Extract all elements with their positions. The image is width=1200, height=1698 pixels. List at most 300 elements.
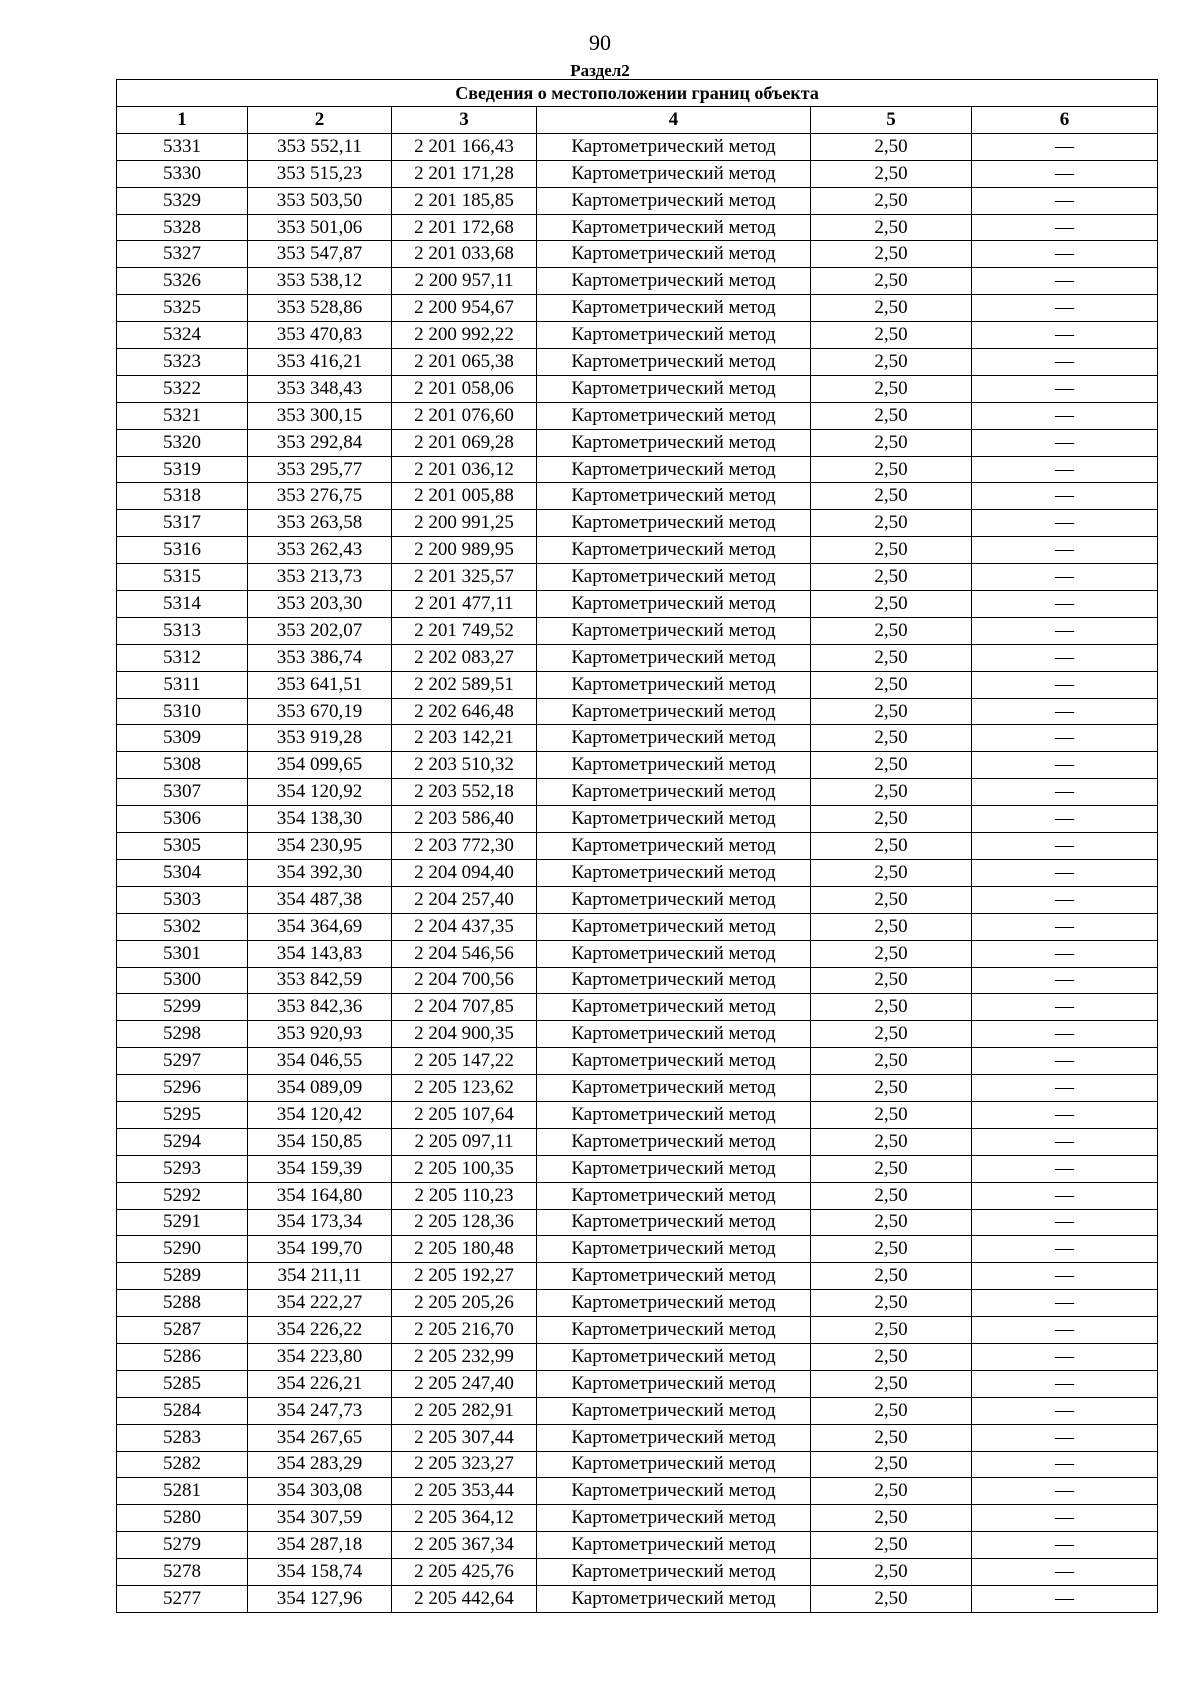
point-number-cell: 5293 <box>117 1155 248 1182</box>
note-cell: — <box>972 510 1158 537</box>
x-coordinate-cell: 354 120,42 <box>248 1101 392 1128</box>
table-row <box>117 1317 1158 1344</box>
table-row <box>117 1101 1158 1128</box>
table-row <box>117 349 1158 376</box>
note-cell: — <box>972 806 1158 833</box>
y-coordinate-cell: 2 200 989,95 <box>392 537 537 564</box>
note-cell: — <box>972 160 1158 187</box>
note-cell: — <box>972 1585 1158 1612</box>
method-cell: Картометрический метод <box>537 1155 811 1182</box>
column-header: 3 <box>392 107 537 134</box>
method-cell: Картометрический метод <box>537 1048 811 1075</box>
y-coordinate-cell: 2 203 510,32 <box>392 752 537 779</box>
accuracy-cell: 2,50 <box>811 187 972 214</box>
point-number-cell: 5322 <box>117 375 248 402</box>
x-coordinate-cell: 354 089,09 <box>248 1075 392 1102</box>
table-row <box>117 510 1158 537</box>
accuracy-cell: 2,50 <box>811 1532 972 1559</box>
note-cell: — <box>972 187 1158 214</box>
x-coordinate-cell: 354 138,30 <box>248 806 392 833</box>
x-coordinate-cell: 354 158,74 <box>248 1559 392 1586</box>
method-cell: Картометрический метод <box>537 1505 811 1532</box>
note-cell: — <box>972 456 1158 483</box>
x-coordinate-cell: 353 670,19 <box>248 698 392 725</box>
accuracy-cell: 2,50 <box>811 1559 972 1586</box>
point-number-cell: 5331 <box>117 133 248 160</box>
point-number-cell: 5313 <box>117 617 248 644</box>
table-row <box>117 268 1158 295</box>
y-coordinate-cell: 2 204 437,35 <box>392 913 537 940</box>
table-row <box>117 1559 1158 1586</box>
table-row <box>117 402 1158 429</box>
table-row <box>117 483 1158 510</box>
x-coordinate-cell: 353 919,28 <box>248 725 392 752</box>
x-coordinate-cell: 353 515,23 <box>248 160 392 187</box>
method-cell: Картометрический метод <box>537 1182 811 1209</box>
x-coordinate-cell: 353 842,36 <box>248 994 392 1021</box>
y-coordinate-cell: 2 202 646,48 <box>392 698 537 725</box>
y-coordinate-cell: 2 201 076,60 <box>392 402 537 429</box>
y-coordinate-cell: 2 203 772,30 <box>392 833 537 860</box>
method-cell: Картометрический метод <box>537 1532 811 1559</box>
x-coordinate-cell: 354 046,55 <box>248 1048 392 1075</box>
y-coordinate-cell: 2 201 069,28 <box>392 429 537 456</box>
x-coordinate-cell: 353 295,77 <box>248 456 392 483</box>
point-number-cell: 5309 <box>117 725 248 752</box>
method-cell: Картометрический метод <box>537 886 811 913</box>
x-coordinate-cell: 354 392,30 <box>248 859 392 886</box>
x-coordinate-cell: 354 287,18 <box>248 1532 392 1559</box>
point-number-cell: 5312 <box>117 644 248 671</box>
column-header: 1 <box>117 107 248 134</box>
x-coordinate-cell: 354 267,65 <box>248 1424 392 1451</box>
method-cell: Картометрический метод <box>537 752 811 779</box>
table-row <box>117 671 1158 698</box>
accuracy-cell: 2,50 <box>811 1505 972 1532</box>
column-header-row <box>117 107 1158 134</box>
note-cell: — <box>972 1101 1158 1128</box>
x-coordinate-cell: 354 247,73 <box>248 1397 392 1424</box>
point-number-cell: 5286 <box>117 1343 248 1370</box>
point-number-cell: 5294 <box>117 1128 248 1155</box>
note-cell: — <box>972 725 1158 752</box>
method-cell: Картометрический метод <box>537 1559 811 1586</box>
method-cell: Картометрический метод <box>537 1478 811 1505</box>
method-cell: Картометрический метод <box>537 295 811 322</box>
note-cell: — <box>972 1075 1158 1102</box>
x-coordinate-cell: 353 203,30 <box>248 591 392 618</box>
method-cell: Картометрический метод <box>537 806 811 833</box>
y-coordinate-cell: 2 205 307,44 <box>392 1424 537 1451</box>
accuracy-cell: 2,50 <box>811 752 972 779</box>
point-number-cell: 5315 <box>117 564 248 591</box>
y-coordinate-cell: 2 204 900,35 <box>392 1021 537 1048</box>
table-row <box>117 1290 1158 1317</box>
note-cell: — <box>972 1128 1158 1155</box>
table-row <box>117 295 1158 322</box>
table-row <box>117 940 1158 967</box>
note-cell: — <box>972 133 1158 160</box>
table-row <box>117 537 1158 564</box>
table-row <box>117 994 1158 1021</box>
note-cell: — <box>972 564 1158 591</box>
y-coordinate-cell: 2 201 185,85 <box>392 187 537 214</box>
y-coordinate-cell: 2 205 147,22 <box>392 1048 537 1075</box>
method-cell: Картометрический метод <box>537 967 811 994</box>
method-cell: Картометрический метод <box>537 940 811 967</box>
method-cell: Картометрический метод <box>537 375 811 402</box>
method-cell: Картометрический метод <box>537 1209 811 1236</box>
accuracy-cell: 2,50 <box>811 1317 972 1344</box>
x-coordinate-cell: 354 164,80 <box>248 1182 392 1209</box>
x-coordinate-cell: 353 547,87 <box>248 241 392 268</box>
accuracy-cell: 2,50 <box>811 402 972 429</box>
x-coordinate-cell: 354 222,27 <box>248 1290 392 1317</box>
accuracy-cell: 2,50 <box>811 1155 972 1182</box>
accuracy-cell: 2,50 <box>811 241 972 268</box>
note-cell: — <box>972 1209 1158 1236</box>
note-cell: — <box>972 322 1158 349</box>
x-coordinate-cell: 354 099,65 <box>248 752 392 779</box>
table-row <box>117 644 1158 671</box>
accuracy-cell: 2,50 <box>811 913 972 940</box>
point-number-cell: 5314 <box>117 591 248 618</box>
y-coordinate-cell: 2 203 142,21 <box>392 725 537 752</box>
point-number-cell: 5304 <box>117 859 248 886</box>
point-number-cell: 5291 <box>117 1209 248 1236</box>
table-body <box>117 133 1158 1612</box>
accuracy-cell: 2,50 <box>811 1290 972 1317</box>
method-cell: Картометрический метод <box>537 133 811 160</box>
point-number-cell: 5287 <box>117 1317 248 1344</box>
x-coordinate-cell: 353 300,15 <box>248 402 392 429</box>
method-cell: Картометрический метод <box>537 671 811 698</box>
x-coordinate-cell: 353 538,12 <box>248 268 392 295</box>
table-row <box>117 1424 1158 1451</box>
point-number-cell: 5280 <box>117 1505 248 1532</box>
method-cell: Картометрический метод <box>537 564 811 591</box>
table-row <box>117 1343 1158 1370</box>
table-row <box>117 859 1158 886</box>
x-coordinate-cell: 353 292,84 <box>248 429 392 456</box>
table-row <box>117 806 1158 833</box>
accuracy-cell: 2,50 <box>811 725 972 752</box>
point-number-cell: 5310 <box>117 698 248 725</box>
x-coordinate-cell: 353 528,86 <box>248 295 392 322</box>
method-cell: Картометрический метод <box>537 1451 811 1478</box>
table-row <box>117 698 1158 725</box>
point-number-cell: 5317 <box>117 510 248 537</box>
column-header: 2 <box>248 107 392 134</box>
table-row <box>117 322 1158 349</box>
point-number-cell: 5279 <box>117 1532 248 1559</box>
y-coordinate-cell: 2 205 323,27 <box>392 1451 537 1478</box>
x-coordinate-cell: 353 202,07 <box>248 617 392 644</box>
y-coordinate-cell: 2 205 216,70 <box>392 1317 537 1344</box>
point-number-cell: 5311 <box>117 671 248 698</box>
point-number-cell: 5319 <box>117 456 248 483</box>
y-coordinate-cell: 2 205 123,62 <box>392 1075 537 1102</box>
point-number-cell: 5318 <box>117 483 248 510</box>
accuracy-cell: 2,50 <box>811 1263 972 1290</box>
y-coordinate-cell: 2 205 353,44 <box>392 1478 537 1505</box>
x-coordinate-cell: 354 211,11 <box>248 1263 392 1290</box>
accuracy-cell: 2,50 <box>811 322 972 349</box>
method-cell: Картометрический метод <box>537 349 811 376</box>
accuracy-cell: 2,50 <box>811 1424 972 1451</box>
point-number-cell: 5300 <box>117 967 248 994</box>
note-cell: — <box>972 913 1158 940</box>
y-coordinate-cell: 2 200 991,25 <box>392 510 537 537</box>
point-number-cell: 5281 <box>117 1478 248 1505</box>
x-coordinate-cell: 354 226,21 <box>248 1370 392 1397</box>
accuracy-cell: 2,50 <box>811 859 972 886</box>
method-cell: Картометрический метод <box>537 1021 811 1048</box>
method-cell: Картометрический метод <box>537 1370 811 1397</box>
method-cell: Картометрический метод <box>537 859 811 886</box>
y-coordinate-cell: 2 205 232,99 <box>392 1343 537 1370</box>
y-coordinate-cell: 2 201 477,11 <box>392 591 537 618</box>
accuracy-cell: 2,50 <box>811 429 972 456</box>
table-row <box>117 1236 1158 1263</box>
method-cell: Картометрический метод <box>537 1343 811 1370</box>
note-cell: — <box>972 1397 1158 1424</box>
table-row <box>117 1182 1158 1209</box>
table-row <box>117 886 1158 913</box>
point-number-cell: 5320 <box>117 429 248 456</box>
y-coordinate-cell: 2 205 205,26 <box>392 1290 537 1317</box>
table-row <box>117 1478 1158 1505</box>
table-row <box>117 833 1158 860</box>
table-row <box>117 967 1158 994</box>
y-coordinate-cell: 2 204 546,56 <box>392 940 537 967</box>
note-cell: — <box>972 617 1158 644</box>
y-coordinate-cell: 2 205 100,35 <box>392 1155 537 1182</box>
table-row <box>117 725 1158 752</box>
note-cell: — <box>972 268 1158 295</box>
accuracy-cell: 2,50 <box>811 214 972 241</box>
note-cell: — <box>972 1370 1158 1397</box>
note-cell: — <box>972 698 1158 725</box>
accuracy-cell: 2,50 <box>811 483 972 510</box>
y-coordinate-cell: 2 201 065,38 <box>392 349 537 376</box>
method-cell: Картометрический метод <box>537 1290 811 1317</box>
x-coordinate-cell: 353 213,73 <box>248 564 392 591</box>
note-cell: — <box>972 752 1158 779</box>
method-cell: Картометрический метод <box>537 698 811 725</box>
x-coordinate-cell: 354 226,22 <box>248 1317 392 1344</box>
x-coordinate-cell: 354 127,96 <box>248 1585 392 1612</box>
y-coordinate-cell: 2 201 749,52 <box>392 617 537 644</box>
method-cell: Картометрический метод <box>537 214 811 241</box>
note-cell: — <box>972 537 1158 564</box>
accuracy-cell: 2,50 <box>811 1209 972 1236</box>
note-cell: — <box>972 1343 1158 1370</box>
method-cell: Картометрический метод <box>537 268 811 295</box>
method-cell: Картометрический метод <box>537 833 811 860</box>
y-coordinate-cell: 2 204 257,40 <box>392 886 537 913</box>
y-coordinate-cell: 2 200 992,22 <box>392 322 537 349</box>
note-cell: — <box>972 1290 1158 1317</box>
method-cell: Картометрический метод <box>537 456 811 483</box>
point-number-cell: 5306 <box>117 806 248 833</box>
y-coordinate-cell: 2 205 442,64 <box>392 1585 537 1612</box>
table-row <box>117 591 1158 618</box>
accuracy-cell: 2,50 <box>811 1397 972 1424</box>
y-coordinate-cell: 2 205 192,27 <box>392 1263 537 1290</box>
y-coordinate-cell: 2 205 110,23 <box>392 1182 537 1209</box>
y-coordinate-cell: 2 205 367,34 <box>392 1532 537 1559</box>
x-coordinate-cell: 353 386,74 <box>248 644 392 671</box>
method-cell: Картометрический метод <box>537 1236 811 1263</box>
point-number-cell: 5298 <box>117 1021 248 1048</box>
accuracy-cell: 2,50 <box>811 1370 972 1397</box>
accuracy-cell: 2,50 <box>811 1343 972 1370</box>
accuracy-cell: 2,50 <box>811 375 972 402</box>
section-title: Раздел2 <box>570 61 630 80</box>
y-coordinate-cell: 2 205 097,11 <box>392 1128 537 1155</box>
method-cell: Картометрический метод <box>537 617 811 644</box>
table-row <box>117 187 1158 214</box>
table-row <box>117 779 1158 806</box>
method-cell: Картометрический метод <box>537 187 811 214</box>
note-cell: — <box>972 1451 1158 1478</box>
accuracy-cell: 2,50 <box>811 967 972 994</box>
accuracy-cell: 2,50 <box>811 1128 972 1155</box>
accuracy-cell: 2,50 <box>811 1478 972 1505</box>
x-coordinate-cell: 353 276,75 <box>248 483 392 510</box>
y-coordinate-cell: 2 202 589,51 <box>392 671 537 698</box>
table-row <box>117 1451 1158 1478</box>
point-number-cell: 5295 <box>117 1101 248 1128</box>
method-cell: Картометрический метод <box>537 160 811 187</box>
point-number-cell: 5282 <box>117 1451 248 1478</box>
x-coordinate-cell: 353 416,21 <box>248 349 392 376</box>
accuracy-cell: 2,50 <box>811 833 972 860</box>
x-coordinate-cell: 354 487,38 <box>248 886 392 913</box>
y-coordinate-cell: 2 205 107,64 <box>392 1101 537 1128</box>
table-row <box>117 1370 1158 1397</box>
method-cell: Картометрический метод <box>537 322 811 349</box>
y-coordinate-cell: 2 202 083,27 <box>392 644 537 671</box>
table-row <box>117 133 1158 160</box>
point-number-cell: 5325 <box>117 295 248 322</box>
point-number-cell: 5301 <box>117 940 248 967</box>
table-row <box>117 1128 1158 1155</box>
table-row <box>117 429 1158 456</box>
method-cell: Картометрический метод <box>537 779 811 806</box>
note-cell: — <box>972 483 1158 510</box>
method-cell: Картометрический метод <box>537 537 811 564</box>
note-cell: — <box>972 214 1158 241</box>
x-coordinate-cell: 354 173,34 <box>248 1209 392 1236</box>
x-coordinate-cell: 354 223,80 <box>248 1343 392 1370</box>
x-coordinate-cell: 354 230,95 <box>248 833 392 860</box>
point-number-cell: 5285 <box>117 1370 248 1397</box>
table-row <box>117 456 1158 483</box>
accuracy-cell: 2,50 <box>811 644 972 671</box>
note-cell: — <box>972 994 1158 1021</box>
table-row <box>117 1048 1158 1075</box>
y-coordinate-cell: 2 204 707,85 <box>392 994 537 1021</box>
method-cell: Картометрический метод <box>537 241 811 268</box>
point-number-cell: 5305 <box>117 833 248 860</box>
point-number-cell: 5321 <box>117 402 248 429</box>
point-number-cell: 5283 <box>117 1424 248 1451</box>
method-cell: Картометрический метод <box>537 1263 811 1290</box>
accuracy-cell: 2,50 <box>811 1585 972 1612</box>
table-row <box>117 1397 1158 1424</box>
accuracy-cell: 2,50 <box>811 591 972 618</box>
note-cell: — <box>972 375 1158 402</box>
note-cell: — <box>972 1532 1158 1559</box>
x-coordinate-cell: 354 150,85 <box>248 1128 392 1155</box>
point-number-cell: 5292 <box>117 1182 248 1209</box>
point-number-cell: 5316 <box>117 537 248 564</box>
x-coordinate-cell: 353 920,93 <box>248 1021 392 1048</box>
y-coordinate-cell: 2 201 005,88 <box>392 483 537 510</box>
y-coordinate-cell: 2 200 954,67 <box>392 295 537 322</box>
point-number-cell: 5289 <box>117 1263 248 1290</box>
y-coordinate-cell: 2 201 172,68 <box>392 214 537 241</box>
point-number-cell: 5303 <box>117 886 248 913</box>
note-cell: — <box>972 1424 1158 1451</box>
table-row <box>117 752 1158 779</box>
note-cell: — <box>972 644 1158 671</box>
accuracy-cell: 2,50 <box>811 268 972 295</box>
point-number-cell: 5307 <box>117 779 248 806</box>
note-cell: — <box>972 402 1158 429</box>
note-cell: — <box>972 1263 1158 1290</box>
point-number-cell: 5302 <box>117 913 248 940</box>
page-number: 90 <box>589 30 611 55</box>
note-cell: — <box>972 833 1158 860</box>
accuracy-cell: 2,50 <box>811 564 972 591</box>
column-header: 5 <box>811 107 972 134</box>
y-coordinate-cell: 2 205 247,40 <box>392 1370 537 1397</box>
accuracy-cell: 2,50 <box>811 1021 972 1048</box>
point-number-cell: 5330 <box>117 160 248 187</box>
accuracy-cell: 2,50 <box>811 779 972 806</box>
y-coordinate-cell: 2 204 700,56 <box>392 967 537 994</box>
point-number-cell: 5296 <box>117 1075 248 1102</box>
method-cell: Картометрический метод <box>537 483 811 510</box>
method-cell: Картометрический метод <box>537 1424 811 1451</box>
note-cell: — <box>972 241 1158 268</box>
point-number-cell: 5327 <box>117 241 248 268</box>
table-row <box>117 1155 1158 1182</box>
y-coordinate-cell: 2 201 033,68 <box>392 241 537 268</box>
y-coordinate-cell: 2 203 586,40 <box>392 806 537 833</box>
table-row <box>117 214 1158 241</box>
table-row <box>117 1585 1158 1612</box>
accuracy-cell: 2,50 <box>811 994 972 1021</box>
accuracy-cell: 2,50 <box>811 1451 972 1478</box>
note-cell: — <box>972 967 1158 994</box>
note-cell: — <box>972 349 1158 376</box>
table-row <box>117 1505 1158 1532</box>
y-coordinate-cell: 2 205 282,91 <box>392 1397 537 1424</box>
method-cell: Картометрический метод <box>537 1075 811 1102</box>
accuracy-cell: 2,50 <box>811 671 972 698</box>
x-coordinate-cell: 354 143,83 <box>248 940 392 967</box>
y-coordinate-cell: 2 205 425,76 <box>392 1559 537 1586</box>
column-header: 4 <box>537 107 811 134</box>
method-cell: Картометрический метод <box>537 1585 811 1612</box>
point-number-cell: 5329 <box>117 187 248 214</box>
accuracy-cell: 2,50 <box>811 160 972 187</box>
table-row <box>117 913 1158 940</box>
